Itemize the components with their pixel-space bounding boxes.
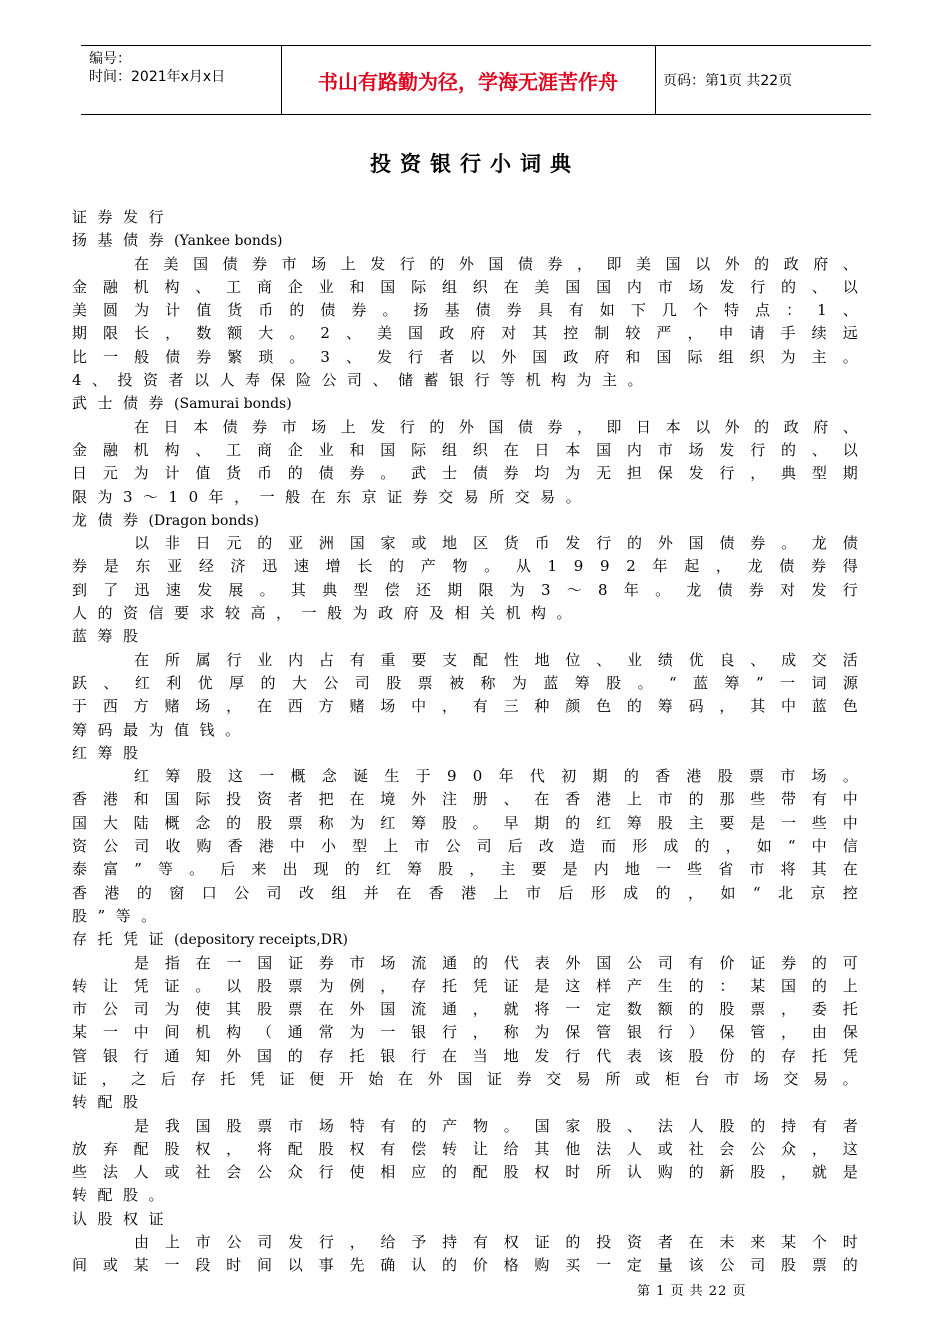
document-body	[72, 206, 858, 1278]
english-term: (depository receipts,DR)	[174, 932, 348, 949]
line-text: 股”等。	[72, 906, 167, 925]
text-line: 跃 、 红 利 优 厚 的 大 公 司 股 票 被 称 为 蓝 筹 股 。 “ 蓝 筹 ” 一 词 源	[72, 673, 858, 692]
term-heading	[72, 928, 858, 951]
text-line: 是 指 在 一 国 证 券 市 场 流 通 的 代 表 外 国 公 司 有 价 证 券 的 可	[134, 953, 858, 972]
term-heading	[72, 625, 858, 648]
line-text: 人的资信要求较高，一般为政府及相关机构。	[72, 604, 583, 623]
line-text: 限为3～10年，一般在东京证券交易所交易。	[72, 487, 592, 506]
text-line: 期 限 长 ， 数 额 大 。 2 、 美 国 政 府 对 其 控 制 较 严 ， 申 请 手 续 远	[72, 324, 858, 343]
term-heading	[72, 742, 858, 765]
text-line: 资 公 司 收 购 香 港 中 小 型 上 市 公 司 后 改 造 而 形 成 的 ， 如 “ 中 信	[72, 837, 858, 856]
english-term: (Samurai bonds)	[174, 396, 292, 413]
motto: 书山有路勤为径，学海无涯苦作舟	[281, 46, 656, 114]
text-line	[72, 369, 858, 392]
line-text: 存托凭证	[72, 930, 175, 949]
document-header	[81, 45, 871, 115]
text-line: 到 了 迅 速 发 展 。 其 典 型 偿 还 期 限 为 3 ～ 8 年 。 龙 债 券 对 发 行	[72, 580, 858, 599]
text-line: 比 一 般 债 券 繁 琐 。 3 、 发 行 者 以 外 国 政 府 和 国 际 组 织 为 主 。	[72, 347, 858, 366]
term-heading	[72, 1184, 858, 1207]
text-line: 市 公 司 为 使 其 股 票 在 外 国 流 通 ， 就 将 一 定 数 额 的 股 票 ， 委 托	[72, 1000, 858, 1019]
text-line: 放 弃 配 股 权 ， 将 配 股 权 有 偿 转 让 给 其 他 法 人 或 社 会 公 众 ， 这	[72, 1139, 858, 1158]
term-heading	[72, 1208, 858, 1231]
text-line: 国 大 陆 概 念 的 股 票 称 为 红 筹 股 。 早 期 的 红 筹 股 主 要 是 一 些 中	[72, 813, 858, 832]
text-line: 在 日 本 债 券 市 场 上 发 行 的 外 国 债 券 ， 即 日 本 以 外 的 政 府 、	[134, 417, 858, 436]
text-line: 些 法 人 或 社 会 公 众 行 使 相 应 的 配 股 权 时 所 认 购 的 新 股 ， 就 是	[72, 1163, 858, 1182]
line-text: 扬基债券	[72, 231, 175, 250]
english-term: (Dragon bonds)	[148, 512, 260, 529]
term-heading	[72, 229, 858, 252]
text-line: 日 元 为 计 值 货 币 的 债 券 。 武 士 债 券 均 为 无 担 保 发 行 ， 典 型 期	[72, 464, 858, 483]
text-line: 在 美 国 债 券 市 场 上 发 行 的 外 国 债 券 ， 即 美 国 以 外 的 政 府 、	[134, 254, 858, 273]
number-label: 编号：	[89, 51, 131, 67]
text-line: 香 港 的 窗 口 公 司 改 组 并 在 香 港 上 市 后 形 成 的 ， 如 “ 北 京 控	[72, 883, 858, 902]
text-line: 美 圆 为 计 值 货 币 的 债 券 。 扬 基 债 券 具 有 如 下 几 个 特 点 ： 1 、	[72, 301, 858, 320]
text-line: 泰 富 ” 等 。 后 来 出 现 的 红 筹 股 ， 主 要 是 内 地 一 些 省 市 将 其 在	[72, 860, 858, 879]
text-line: 金 融 机 构 、 工 商 企 业 和 国 际 组 织 在 日 本 国 内 市 场 发 行 的 、 以	[72, 440, 858, 459]
text-line	[72, 486, 858, 509]
text-line: 证 ， 之 后 存 托 凭 证 便 开 始 在 外 国 证 券 交 易 所 或 柜 台 市 场 交 易 。	[72, 1069, 858, 1088]
term-heading	[72, 206, 858, 229]
text-line: 由 上 市 公 司 发 行 ， 给 予 持 有 权 证 的 投 资 者 在 未 来 某 个 时	[134, 1233, 858, 1252]
text-line: 是 我 国 股 票 市 场 特 有 的 产 物 。 国 家 股 、 法 人 股 的 持 有 者	[134, 1116, 858, 1135]
line-text: 转配股	[72, 1093, 149, 1112]
text-line: 间 或 某 一 段 时 间 以 事 先 确 认 的 价 格 购 买 一 定 量 该 公 司 股 票 的	[72, 1256, 858, 1275]
text-line: 券 是 东 亚 经 济 迅 速 增 长 的 产 物 。 从 1 9 9 2 年 起 ， 龙 债 券 得	[72, 557, 858, 576]
header-meta-cell	[81, 46, 282, 114]
line-text: 4、投资者以人寿保险公司、储蓄银行等机构为主。	[72, 371, 654, 390]
term-heading	[72, 905, 858, 928]
line-text: 武士债券	[72, 394, 175, 413]
text-line: 转 让 凭 证 。 以 股 票 为 例 ， 存 托 凭 证 是 这 样 产 生 的 ： 某 国 的 上	[72, 976, 858, 995]
text-line: 于 西 方 赌 场 ， 在 西 方 赌 场 中 ， 有 三 种 颜 色 的 筹 码 ， 其 中 蓝 色	[72, 697, 858, 716]
line-text: 证券发行	[72, 208, 175, 226]
term-heading	[72, 509, 858, 532]
line-text: 红筹股	[72, 743, 149, 762]
line-text: 龙债券	[72, 510, 149, 529]
line-text: 蓝筹股	[72, 627, 149, 646]
text-line: 某 一 中 间 机 构 （ 通 常 为 一 银 行 ， 称 为 保 管 银 行 ） 保 管 ， 由 保	[72, 1023, 858, 1042]
page-info: 页码：第1页 共22页	[663, 73, 793, 89]
date-label: 时间：2021年x月x日	[89, 69, 226, 85]
english-term: (Yankee bonds)	[174, 233, 283, 250]
document-title: 投资银行小词典	[370, 152, 580, 176]
term-heading	[72, 1091, 858, 1114]
text-line: 香 港 和 国 际 投 资 者 把 在 境 外 注 册 、 在 香 港 上 市 的 那 些 带 有 中	[72, 790, 858, 809]
term-heading	[72, 392, 858, 415]
text-line: 以 非 日 元 的 亚 洲 国 家 或 地 区 货 币 发 行 的 外 国 债 券 。 龙 债	[134, 534, 858, 553]
text-line: 金 融 机 构 、 工 商 企 业 和 国 际 组 织 在 美 国 国 内 市 场 发 行 的 、 以	[72, 277, 858, 296]
text-line	[72, 602, 858, 625]
text-line: 管 银 行 通 知 外 国 的 存 托 银 行 在 当 地 发 行 代 表 该 股 份 的 存 托 凭	[72, 1046, 858, 1065]
page-footer: 第 1 页 共 22 页	[637, 1284, 747, 1299]
text-line	[72, 719, 858, 742]
line-text: 认股权证	[72, 1209, 175, 1228]
line-text: 筹码最为值钱。	[72, 720, 251, 739]
text-line: 红 筹 股 这 一 概 念 诞 生 于 9 0 年 代 初 期 的 香 港 股 票 市 场 。	[134, 767, 858, 786]
line-text: 转配股。	[72, 1186, 175, 1205]
text-line: 在 所 属 行 业 内 占 有 重 要 支 配 性 地 位 、 业 绩 优 良 、 成 交 活	[134, 650, 858, 669]
